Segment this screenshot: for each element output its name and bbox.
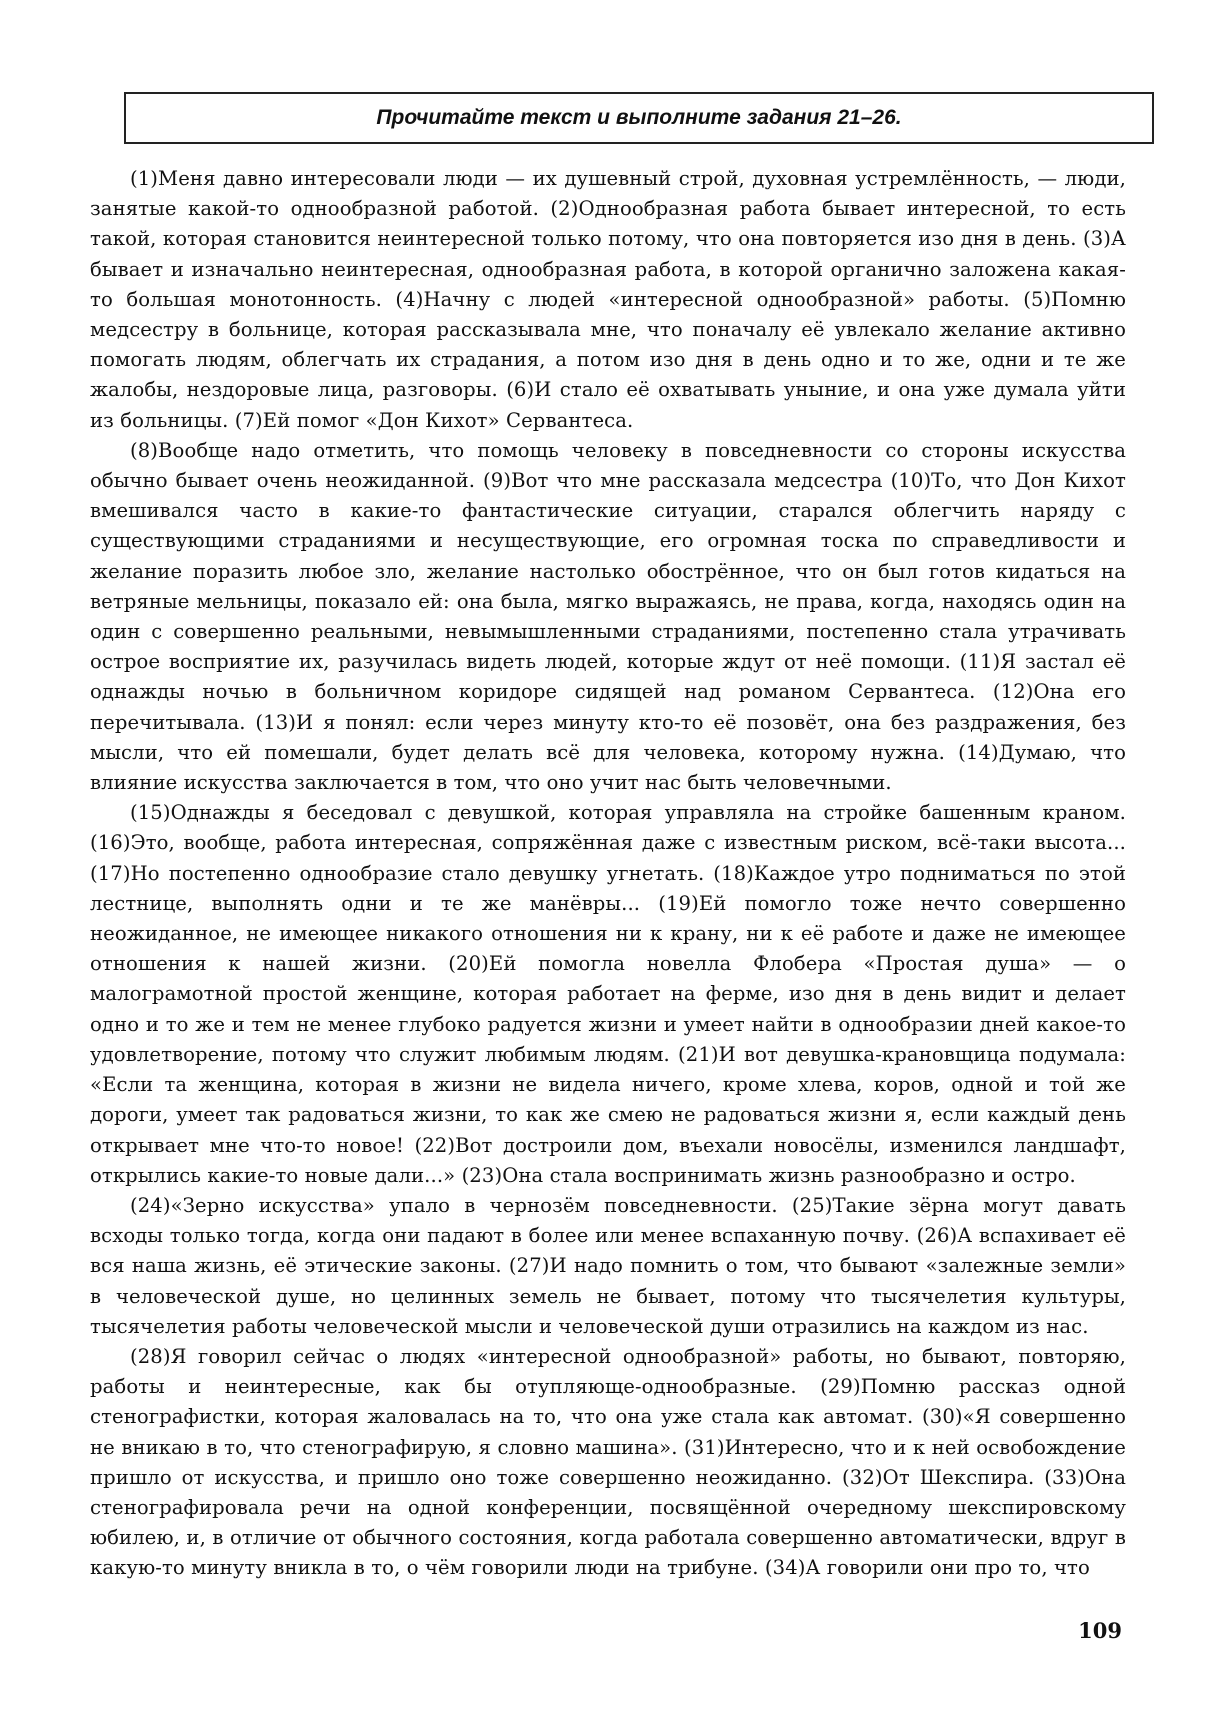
task-title: Прочитайте текст и выполните задания 21–26. bbox=[376, 106, 902, 129]
paragraph: (8)Вообще надо отметить, что помощь человеку в повседневности со стороны искусства обычно бывает очень неожиданной. (9)Вот что мне рассказала медсестра (10)То, что Дон Кихот вмешивался часто в какие-то фантастические ситуации, старался облегчить наряду с существующими страданиями и несуществующие, его огромная тоска по справедливости и желание поразить любое зло, желание настолько обострённое, что он был готов кидаться на ветряные мельницы, показало ей: она была, мягко выражаясь, не права, когда, находясь один на один с совершенно реальными, невымышленными страданиями, постепенно стала утрачивать острое восприятие их, разучилась видеть людей, которые ждут от неё помощи. (11)Я застал её однажды ночью в больничном коридоре сидящей над романом Сервантеса. (12)Она его перечитывала. (13)И я понял: если через минуту кто-то её позовёт, она без раздражения, без мысли, что ей помешали, будет делать всё для человека, которому нужна. (14)Думаю, что влияние искусства заключается в том, что оно учит нас быть человечными. bbox=[90, 438, 1126, 795]
paragraph: (15)Однажды я беседовал с девушкой, которая управляла на стройке башенным краном. (16)Это, вообще, работа интересная, сопряжённая даже с известным риском, всё-таки высота... (17)Но постепенно однообразие стало девушку угнетать. (18)Каждое утро подниматься по этой лестнице, выполнять одни и те же манёвры... (19)Ей помогло тоже нечто совершенно неожиданное, не имеющее никакого отношения ни к крану, ни к её работе и даже не имеющее отношения к нашей жизни. (20)Ей помогла новелла Флобера «Простая душа» — о малограмотной простой женщине, которая работает на ферме, изо дня в день видит и делает одно и то же и тем не менее глубоко радуется жизни и умеет найти в однообразии дней какое-то удовлетворение, потому что служит любимым людям. (21)И вот девушка-крановщица подумала: «Если та женщина, которая в жизни не видела ничего, кроме хлева, коров, одной и той же дороги, умеет так радоваться жизни, то как же смею не радоваться жизни я, если каждый день открывает мне что-то новое! (22)Вот достроили дом, въехали новосёлы, изменился ландшафт, открылись какие-то новые дали...» (23)Она стала воспринимать жизнь разнообразно и остро. bbox=[90, 801, 1126, 1187]
paragraph: (28)Я говорил сейчас о людях «интересной однообразной» работы, но бывают, повторяю, работы и неинтересные, как бы отупляюще-однообразные. (29)Помню рассказ одной стенографистки, которая жаловалась на то, что она уже стала как автомат. (30)«Я совершенно не вникаю в то, что стенографирую, я словно машина». (31)Интересно, что и к ней освобождение пришло от искусства, и пришло оно тоже совершенно неожиданно. (32)От Шекспира. (33)Она стенографировала речи на одной конференции, посвящённой очередному шекспировскому юбилею, и, в отличие от обычного состояния, когда работала совершенно автоматически, вдруг в какую-то минуту вникла в то, о чём говорили люди на трибуне. (34)А говорили они про то, что bbox=[90, 1344, 1126, 1580]
paragraph: (1)Меня давно интересовали люди — их душевный строй, духовная устремлённость, — люди, занятые какой-то однообразной работой. (2)Однообразная работа бывает интересной, то есть такой, которая становится неинтересной только потому, что она повторяется изо дня в день. (3)А бывает и изначально неинтересная, однообразная работа, в которой органично заложена какая-то большая монотонность. (4)Начну с людей «интересной однообразной» работы. (5)Помню медсестру в больнице, которая рассказывала мне, что поначалу её увлекало желание активно помогать людям, облегчать их страдания, а потом изо дня в день одно и то же, одни и те же жалобы, нездоровые лица, разговоры. (6)И стало её охватывать уныние, и она уже думала уйти из больницы. (7)Ей помог «Дон Кихот» Сервантеса. bbox=[90, 167, 1126, 432]
task-header-box bbox=[124, 92, 1154, 144]
paragraph: (24)«Зерно искусства» упало в чернозём повседневности. (25)Такие зёрна могут давать всходы только тогда, когда они падают в более или менее вспаханную почву. (26)А вспахивает её вся наша жизнь, её этические законы. (27)И надо помнить о том, что бывают «залежные земли» в человеческой душе, но целинных земель не бывает, потому что тысячелетия культуры, тысячелетия работы человеческой мысли и человеческой души отразились на каждом из нас. bbox=[90, 1193, 1126, 1338]
page-number: 109 bbox=[1078, 1618, 1122, 1643]
reading-text bbox=[90, 164, 1126, 1584]
